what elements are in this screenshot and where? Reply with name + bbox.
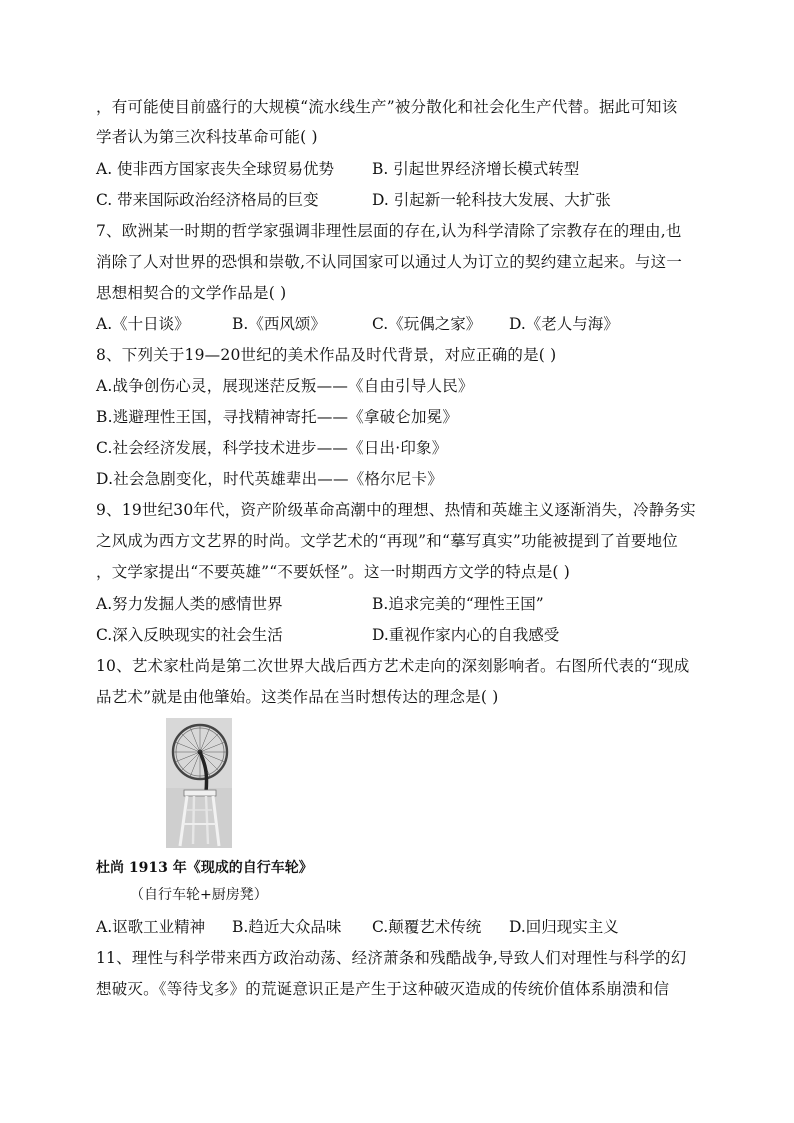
q6-options-row-2 [96,189,716,211]
q9-options-row-2 [96,624,716,646]
q10-options-row [96,916,716,938]
q8-option-b: B.逃避理性王国，寻找精神寄托——《拿破仑加冕》 [96,408,459,426]
q6-line-2: 学者认为第三次科技革命可能( ) [96,128,318,146]
q11-line-2: 想破灭。《等待戈多》的荒诞意识正是产生于这种破灭造成的传统价值体系崩溃和信 [96,980,670,998]
figure-subcaption: （自行车轮+厨房凳） [130,887,268,903]
q6-option-d: D. 引起新一轮科技大发展、大扩张 [372,191,611,209]
q9-option-b: B.追求完美的“理性王国” [372,595,544,613]
q9-line-1: 9、19世纪30年代，资产阶级革命高潮中的理想、热情和英雄主义逐渐消失，冷静务实 [96,501,696,519]
q6-option-b: B. 引起世界经济增长模式转型 [372,160,580,178]
q8-option-a: A.战争创伤心灵，展现迷茫反叛——《自由引导人民》 [96,377,474,395]
q10-option-b: B.趋近大众品味 [232,918,342,936]
q9-option-c: C.深入反映现实的社会生活 [96,626,283,644]
q6-line-1: ，有可能使目前盛行的大规模“流水线生产”被分散化和社会化生产代替。据此可知该 [96,98,678,116]
q7-option-b: B.《西风颂》 [232,315,326,333]
q8-option-c: C.社会经济发展，科学技术进步——《日出·印象》 [96,439,448,457]
q8-option-d: D.社会急剧变化，时代英雄辈出——《格尔尼卡》 [96,470,443,488]
q6-option-a: A. 使非西方国家丧失全球贸易优势 [96,160,335,178]
q7-option-c: C.《玩偶之家》 [372,315,482,333]
q10-line-2: 品艺术”就是由他肇始。这类作品在当时想传达的理念是( ) [96,688,499,706]
q7-line-1: 7、欧洲某一时期的哲学家强调非理性层面的存在,认为科学清除了宗教存在的理由,也 [96,222,682,240]
q10-line-1: 10、艺术家杜尚是第二次世界大战后西方艺术走向的深刻影响者。右图所代表的“现成 [96,657,690,675]
q11-line-1: 11、理性与科学带来西方政治动荡、经济萧条和残酷战争,导致人们对理性与科学的幻 [96,949,687,967]
q7-option-d: D.《老人与海》 [509,315,619,333]
q9-option-a: A.努力发掘人类的感情世界 [96,595,283,613]
q7-option-a: A.《十日谈》 [96,315,190,333]
q9-options-row-1 [96,593,716,615]
figure-caption: 杜尚 1913 年《现成的自行车轮》 [96,860,313,876]
q7-line-3: 思想相契合的文学作品是( ) [96,284,287,302]
q6-options-row-1 [96,158,716,180]
bicycle-wheel-photo [166,718,232,848]
q7-options-row [96,313,716,335]
q7-line-2: 消除了人对世界的恐惧和崇敬,不认同国家可以通过人为订立的契约建立起来。与这一 [96,253,683,271]
q9-line-3: ，文学家提出“不要英雄”“不要妖怪”。这一时期西方文学的特点是( ) [96,563,571,581]
q10-option-d: D.回归现实主义 [509,918,619,936]
bicycle-wheel-illustration [166,718,232,848]
q6-option-c: C. 带来国际政治经济格局的巨变 [96,191,319,209]
q10-option-a: A.讴歌工业精神 [96,918,206,936]
q10-option-c: C.颠覆艺术传统 [372,918,482,936]
q9-option-d: D.重视作家内心的自我感受 [372,626,560,644]
q8-stem: 8、下列关于19—20世纪的美术作品及时代背景，对应正确的是( ) [96,346,557,364]
q9-line-2: 之风成为西方文艺界的时尚。文学艺术的“再现”和“摹写真实”功能被提到了首要地位 [96,532,678,550]
